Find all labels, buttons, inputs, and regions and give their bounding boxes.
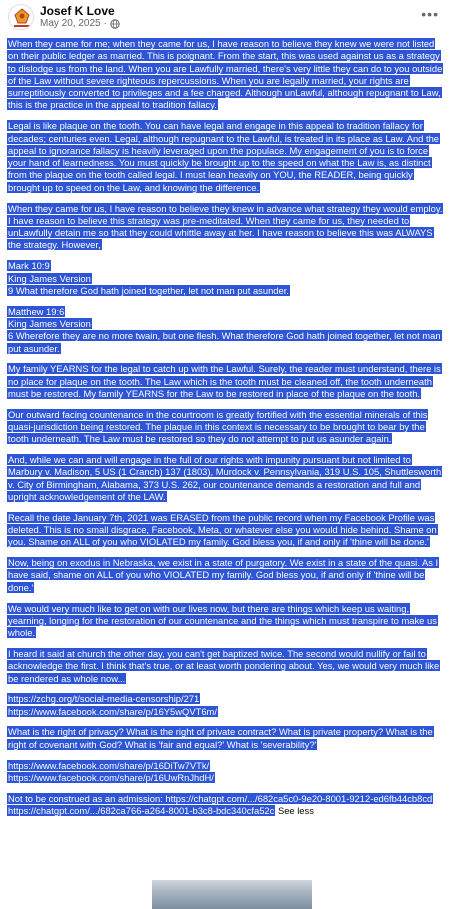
meta-separator: · (103, 18, 107, 29)
post-paragraph (7, 120, 447, 194)
paragraph-text: Recall the date January 7th, 2021 was ERASED from the public record when my Facebook Profile was deleted. This is no small disgrace, Facebook, Meta, or whatever else you would hide behind. Shame on you. Shame on ALL of you who VIOLATED my family. God bless you, if and only if 'thine will be done.' (8, 511, 437, 548)
paragraph-text: When they came for me; when they came for us, I have reason to believe they knew we were not listed on their public ledger as married. This is poignant. From the start, this was used against us as a strategy to dislodge us from the land. When you are Lawfully married, there's very little they can do to you outside of the Law without severe righteous repercussions. When you are legally married, your rights are surreptitiously converted to privileges and a fee charged. Although unLawful, although repugnant to Law, this is the practice in the appeal to tradition fallacy. (8, 38, 443, 111)
scripture-mark: Mark 10:9 King James Version 9 What therefore God hath joined together, let not man put asunder. (8, 260, 289, 296)
link-group[interactable]: https://zchg.org/t/social-media-censorship/271 https://www.facebook.com/share/p/16Y5wQVT6m/ (8, 693, 217, 717)
post-paragraph (7, 603, 447, 640)
avatar[interactable] (8, 4, 34, 30)
post-paragraph (7, 454, 447, 503)
post-paragraph (7, 693, 447, 718)
post-body (7, 38, 447, 826)
paragraph-text: Now, being on exodus in Nebraska, we exist in a state of purgatory. We exist in a state of the quasi. As I have said, shame on ALL of you who VIOLATED my family. God bless you, if and only if 'thine will be done.' (8, 557, 439, 593)
post-meta (40, 18, 120, 29)
paragraph-text: Legal is like plaque on the tooth. You can have legal and engage in this appeal to tradition fallacy for decades; centuries even. Legal, although repugnant to the Lawful, is treated in its place as Law. And the appeal to ignorance fallacy is heavily leveraged upon the populace. My engagement of you is to force your hand of learnedness. You must quickly be brought up to the speed on what the Law is, as distinct from the plaque on the tooth called legal. I must lean heavily on YOU, the READER, being quickly brought up to speed on the Law, and knowing the difference. (8, 120, 440, 193)
post-paragraph (7, 306, 447, 355)
paragraph-text: Our outward facing countenance in the courtroom is greatly fortified with the essential minerals of this quasi-jurisdiction being restored. The plaque in this context is necessary to be brought to bear by the tooth underneath. The Law must be restored so they do not attempt to put us asunder again. (8, 408, 428, 445)
globe-icon (110, 19, 120, 29)
paragraph-text: And, while we can and will engage in the full of our rights with impunity pursuant but not limited to Marbury v. Madison, 5 US (1 Cranch) 137 (1803), Murdock v. Pennsylvania, 319 U.S. 105, Shuttlesworth v. City of Birmingham, Alabama, 373 U.S. 262, our countenance demands a restoration and full and upright acknowledgement of the LAW. (8, 454, 442, 502)
paragraph-text: We would very much like to get on with our lives now, but there are things which keep us waiting, yearning, longing for the restoration of our countenance and the things which must transpire to make us whole. (8, 602, 437, 639)
paragraph-text: I heard it said at church the other day, you can't get baptized twice. The second would nullify or fail to acknowledge the first. I think that's true, or at least worth pondering about. Yes, we would very much like be rendered as whole now... (8, 647, 440, 684)
paragraph-text: My family YEARNS for the legal to catch up with the Lawful. Surely, the reader must understand, there is no place for plaque on the tooth. The Law which is the tooth must be cleaned off, the tooth underneath must be restored. My family YEARNS for the Law to be restored in place of the plaque on the tooth. (8, 363, 441, 399)
avatar-logo-icon (9, 5, 34, 30)
more-options-icon[interactable]: ••• (421, 6, 439, 22)
post-image-preview[interactable] (0, 880, 453, 909)
link-group[interactable]: https://www.facebook.com/share/p/16DiTw7VTk/ https://www.facebook.com/share/p/16UwRnJhdH/ (8, 759, 214, 783)
post-paragraph (7, 793, 447, 818)
post-paragraph (7, 512, 447, 549)
post-author[interactable]: Josef K Love (40, 4, 115, 18)
post-paragraph (7, 648, 447, 685)
post-paragraph (7, 38, 447, 112)
scripture-matthew: Matthew 19:6 King James Version 6 Wherefore they are no more twain, but one flesh. What therefore God hath joined together, let not man put asunder. (8, 305, 441, 354)
link-group[interactable]: Not to be construed as an admission: https://chatgpt.com/.../682ca5c0-9e20-8001-9212-ed6fb44cb8cd https://chatgpt.com/.../682ca766-a264-8001-b3c8-bdc340cfa52c (8, 792, 433, 816)
post-paragraph (7, 409, 447, 446)
post-paragraph (7, 760, 447, 785)
post-paragraph (7, 260, 447, 297)
post-header (0, 0, 453, 36)
paragraph-text: When they came for us, I have reason to believe they knew in advance what strategy they would employ. I have reason to believe this strategy was pre-meditated. When they came for us, they needed to unLawfully detain me so that they could whittle away at her. I have reason to believe this was ALWAYS the strategy. However, (8, 202, 443, 251)
post-paragraph (7, 203, 447, 252)
post-image[interactable] (152, 880, 312, 909)
see-less-button[interactable]: See less (277, 804, 314, 816)
post-paragraph (7, 557, 447, 594)
post-paragraph (7, 363, 447, 400)
post-date[interactable]: May 20, 2025 (40, 18, 101, 29)
paragraph-text: What is the right of privacy? What is the right of private contract? What is private property? What is the right of covenant with God? What is 'fair and equal?' What is 'severability?' (8, 726, 433, 750)
post-paragraph (7, 726, 447, 751)
